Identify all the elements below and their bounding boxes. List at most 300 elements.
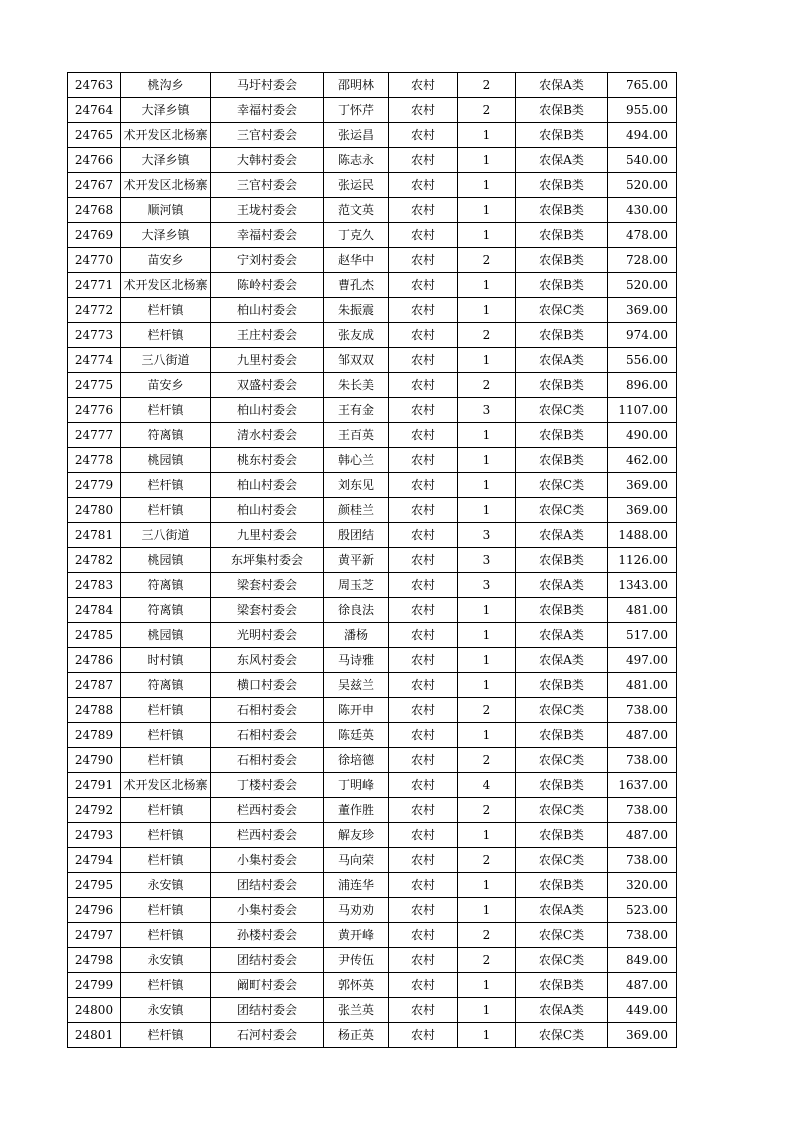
- cell-id: 24787: [68, 673, 121, 698]
- cell-area-type: 农村: [389, 298, 458, 323]
- cell-township: 大泽乡镇: [121, 148, 211, 173]
- cell-household-size: 2: [458, 948, 516, 973]
- table-row: [68, 998, 677, 1023]
- table-row: [68, 148, 677, 173]
- table-row: [68, 823, 677, 848]
- cell-township: 永安镇: [121, 998, 211, 1023]
- cell-id: 24790: [68, 748, 121, 773]
- cell-category: 农保B类: [516, 723, 608, 748]
- cell-township: 栏杆镇: [121, 1023, 211, 1048]
- cell-id: 24773: [68, 323, 121, 348]
- cell-category: 农保C类: [516, 298, 608, 323]
- cell-id: 24779: [68, 473, 121, 498]
- cell-name: 殷团结: [324, 523, 389, 548]
- cell-amount: 1107.00: [608, 398, 677, 423]
- cell-area-type: 农村: [389, 348, 458, 373]
- cell-household-size: 4: [458, 773, 516, 798]
- cell-household-size: 1: [458, 673, 516, 698]
- cell-category: 农保B类: [516, 248, 608, 273]
- cell-household-size: 3: [458, 398, 516, 423]
- cell-id: 24763: [68, 73, 121, 98]
- cell-area-type: 农村: [389, 423, 458, 448]
- cell-amount: 487.00: [608, 723, 677, 748]
- cell-township: 桃园镇: [121, 448, 211, 473]
- cell-amount: 520.00: [608, 273, 677, 298]
- cell-category: 农保B类: [516, 823, 608, 848]
- cell-household-size: 2: [458, 248, 516, 273]
- cell-village-committee: 梁套村委会: [211, 598, 324, 623]
- cell-id: 24767: [68, 173, 121, 198]
- cell-id: 24780: [68, 498, 121, 523]
- cell-id: 24775: [68, 373, 121, 398]
- cell-household-size: 1: [458, 448, 516, 473]
- cell-area-type: 农村: [389, 473, 458, 498]
- cell-household-size: 1: [458, 898, 516, 923]
- cell-area-type: 农村: [389, 223, 458, 248]
- cell-id: 24797: [68, 923, 121, 948]
- cell-township: 永安镇: [121, 873, 211, 898]
- cell-category: 农保B类: [516, 873, 608, 898]
- table-row: [68, 573, 677, 598]
- cell-amount: 487.00: [608, 973, 677, 998]
- cell-amount: 738.00: [608, 798, 677, 823]
- cell-name: 王百英: [324, 423, 389, 448]
- cell-amount: 765.00: [608, 73, 677, 98]
- cell-area-type: 农村: [389, 823, 458, 848]
- cell-name: 黄平新: [324, 548, 389, 573]
- cell-amount: 896.00: [608, 373, 677, 398]
- cell-category: 农保C类: [516, 798, 608, 823]
- cell-name: 黄开峰: [324, 923, 389, 948]
- table-row: [68, 648, 677, 673]
- cell-township: 三八街道: [121, 348, 211, 373]
- cell-village-committee: 桃东村委会: [211, 448, 324, 473]
- cell-name: 解友珍: [324, 823, 389, 848]
- cell-village-committee: 东坪集村委会: [211, 548, 324, 573]
- cell-amount: 523.00: [608, 898, 677, 923]
- cell-village-committee: 马圩村委会: [211, 73, 324, 98]
- cell-name: 徐培德: [324, 748, 389, 773]
- cell-name: 马劝劝: [324, 898, 389, 923]
- cell-area-type: 农村: [389, 748, 458, 773]
- cell-category: 农保C类: [516, 848, 608, 873]
- cell-household-size: 2: [458, 698, 516, 723]
- cell-category: 农保A类: [516, 623, 608, 648]
- cell-id: 24789: [68, 723, 121, 748]
- cell-village-committee: 丁楼村委会: [211, 773, 324, 798]
- cell-village-committee: 石相村委会: [211, 723, 324, 748]
- cell-category: 农保B类: [516, 173, 608, 198]
- cell-name: 陈廷英: [324, 723, 389, 748]
- cell-household-size: 1: [458, 298, 516, 323]
- cell-village-committee: 阚町村委会: [211, 973, 324, 998]
- cell-township: 苗安乡: [121, 248, 211, 273]
- cell-name: 丁克久: [324, 223, 389, 248]
- cell-area-type: 农村: [389, 598, 458, 623]
- table-row: [68, 473, 677, 498]
- cell-name: 张运民: [324, 173, 389, 198]
- cell-amount: 738.00: [608, 923, 677, 948]
- table-row: [68, 848, 677, 873]
- table-row: [68, 598, 677, 623]
- cell-township: 栏杆镇: [121, 498, 211, 523]
- cell-area-type: 农村: [389, 973, 458, 998]
- cell-amount: 481.00: [608, 598, 677, 623]
- cell-township: 桃园镇: [121, 548, 211, 573]
- cell-category: 农保B类: [516, 423, 608, 448]
- cell-amount: 1126.00: [608, 548, 677, 573]
- cell-area-type: 农村: [389, 98, 458, 123]
- cell-id: 24783: [68, 573, 121, 598]
- table-row: [68, 348, 677, 373]
- table-row: [68, 798, 677, 823]
- cell-village-committee: 石河村委会: [211, 1023, 324, 1048]
- cell-area-type: 农村: [389, 148, 458, 173]
- cell-township: 时村镇: [121, 648, 211, 673]
- cell-category: 农保B类: [516, 373, 608, 398]
- cell-category: 农保A类: [516, 573, 608, 598]
- cell-household-size: 2: [458, 98, 516, 123]
- cell-category: 农保A类: [516, 73, 608, 98]
- cell-township: 术开发区北杨寨: [121, 273, 211, 298]
- table-row: [68, 523, 677, 548]
- cell-amount: 738.00: [608, 698, 677, 723]
- cell-name: 韩心兰: [324, 448, 389, 473]
- cell-amount: 369.00: [608, 298, 677, 323]
- cell-village-committee: 王垅村委会: [211, 198, 324, 223]
- cell-village-committee: 陈岭村委会: [211, 273, 324, 298]
- cell-township: 栏杆镇: [121, 823, 211, 848]
- cell-id: 24793: [68, 823, 121, 848]
- table-row: [68, 298, 677, 323]
- table-row: [68, 723, 677, 748]
- cell-id: 24791: [68, 773, 121, 798]
- table-row: [68, 948, 677, 973]
- cell-amount: 1343.00: [608, 573, 677, 598]
- cell-category: 农保C类: [516, 498, 608, 523]
- cell-id: 24781: [68, 523, 121, 548]
- cell-id: 24785: [68, 623, 121, 648]
- cell-township: 栏杆镇: [121, 798, 211, 823]
- cell-household-size: 1: [458, 973, 516, 998]
- cell-name: 刘东见: [324, 473, 389, 498]
- cell-household-size: 2: [458, 848, 516, 873]
- cell-village-committee: 柏山村委会: [211, 298, 324, 323]
- cell-category: 农保A类: [516, 998, 608, 1023]
- cell-township: 顺河镇: [121, 198, 211, 223]
- cell-area-type: 农村: [389, 673, 458, 698]
- table-row: [68, 898, 677, 923]
- cell-village-committee: 王庄村委会: [211, 323, 324, 348]
- cell-township: 符离镇: [121, 673, 211, 698]
- table-row: [68, 123, 677, 148]
- cell-area-type: 农村: [389, 948, 458, 973]
- cell-household-size: 1: [458, 648, 516, 673]
- cell-township: 术开发区北杨寨: [121, 773, 211, 798]
- cell-area-type: 农村: [389, 498, 458, 523]
- cell-area-type: 农村: [389, 173, 458, 198]
- cell-village-committee: 双盛村委会: [211, 373, 324, 398]
- table-row: [68, 448, 677, 473]
- cell-township: 术开发区北杨寨: [121, 173, 211, 198]
- cell-category: 农保C类: [516, 473, 608, 498]
- cell-category: 农保C类: [516, 1023, 608, 1048]
- cell-category: 农保B类: [516, 198, 608, 223]
- cell-amount: 478.00: [608, 223, 677, 248]
- cell-amount: 369.00: [608, 498, 677, 523]
- cell-category: 农保B类: [516, 98, 608, 123]
- cell-category: 农保A类: [516, 898, 608, 923]
- cell-category: 农保A类: [516, 348, 608, 373]
- table-row: [68, 973, 677, 998]
- cell-household-size: 1: [458, 1023, 516, 1048]
- cell-name: 潘杨: [324, 623, 389, 648]
- cell-household-size: 1: [458, 723, 516, 748]
- cell-township: 栏杆镇: [121, 298, 211, 323]
- cell-area-type: 农村: [389, 73, 458, 98]
- cell-amount: 728.00: [608, 248, 677, 273]
- cell-household-size: 1: [458, 273, 516, 298]
- cell-id: 24770: [68, 248, 121, 273]
- cell-name: 陈志永: [324, 148, 389, 173]
- cell-name: 赵华中: [324, 248, 389, 273]
- cell-id: 24788: [68, 698, 121, 723]
- cell-area-type: 农村: [389, 448, 458, 473]
- cell-area-type: 农村: [389, 573, 458, 598]
- cell-village-committee: 柏山村委会: [211, 473, 324, 498]
- cell-household-size: 1: [458, 473, 516, 498]
- table-body: [68, 73, 677, 1048]
- cell-amount: 320.00: [608, 873, 677, 898]
- cell-area-type: 农村: [389, 1023, 458, 1048]
- cell-name: 颜桂兰: [324, 498, 389, 523]
- cell-id: 24766: [68, 148, 121, 173]
- cell-category: 农保B类: [516, 598, 608, 623]
- cell-category: 农保A类: [516, 648, 608, 673]
- cell-village-committee: 团结村委会: [211, 873, 324, 898]
- table-row: [68, 498, 677, 523]
- cell-name: 陈开申: [324, 698, 389, 723]
- table-row: [68, 698, 677, 723]
- cell-category: 农保B类: [516, 773, 608, 798]
- cell-township: 栏杆镇: [121, 698, 211, 723]
- cell-amount: 738.00: [608, 848, 677, 873]
- cell-township: 三八街道: [121, 523, 211, 548]
- table-row: [68, 323, 677, 348]
- cell-village-committee: 横口村委会: [211, 673, 324, 698]
- cell-household-size: 1: [458, 198, 516, 223]
- cell-name: 马向荣: [324, 848, 389, 873]
- cell-id: 24782: [68, 548, 121, 573]
- cell-household-size: 2: [458, 748, 516, 773]
- cell-id: 24795: [68, 873, 121, 898]
- cell-household-size: 2: [458, 798, 516, 823]
- table-row: [68, 673, 677, 698]
- table-row: [68, 773, 677, 798]
- cell-category: 农保C类: [516, 748, 608, 773]
- cell-amount: 462.00: [608, 448, 677, 473]
- cell-township: 桃沟乡: [121, 73, 211, 98]
- cell-area-type: 农村: [389, 523, 458, 548]
- cell-household-size: 1: [458, 223, 516, 248]
- cell-amount: 481.00: [608, 673, 677, 698]
- cell-village-committee: 石相村委会: [211, 698, 324, 723]
- cell-village-committee: 孙楼村委会: [211, 923, 324, 948]
- cell-name: 徐良法: [324, 598, 389, 623]
- cell-amount: 497.00: [608, 648, 677, 673]
- cell-amount: 369.00: [608, 1023, 677, 1048]
- cell-village-committee: 栏西村委会: [211, 798, 324, 823]
- cell-category: 农保B类: [516, 973, 608, 998]
- cell-village-committee: 梁套村委会: [211, 573, 324, 598]
- cell-area-type: 农村: [389, 898, 458, 923]
- cell-township: 永安镇: [121, 948, 211, 973]
- cell-area-type: 农村: [389, 323, 458, 348]
- cell-id: 24777: [68, 423, 121, 448]
- cell-name: 丁怀芹: [324, 98, 389, 123]
- cell-name: 董作胜: [324, 798, 389, 823]
- cell-area-type: 农村: [389, 273, 458, 298]
- cell-amount: 1637.00: [608, 773, 677, 798]
- cell-name: 王有金: [324, 398, 389, 423]
- cell-village-committee: 柏山村委会: [211, 498, 324, 523]
- cell-name: 吴兹兰: [324, 673, 389, 698]
- cell-id: 24776: [68, 398, 121, 423]
- cell-village-committee: 石相村委会: [211, 748, 324, 773]
- table-row: [68, 548, 677, 573]
- table-row: [68, 623, 677, 648]
- cell-area-type: 农村: [389, 373, 458, 398]
- cell-household-size: 3: [458, 548, 516, 573]
- cell-id: 24799: [68, 973, 121, 998]
- cell-village-committee: 宁刘村委会: [211, 248, 324, 273]
- cell-name: 邵明林: [324, 73, 389, 98]
- cell-township: 符离镇: [121, 423, 211, 448]
- cell-amount: 369.00: [608, 473, 677, 498]
- cell-village-committee: 幸福村委会: [211, 98, 324, 123]
- cell-village-committee: 光明村委会: [211, 623, 324, 648]
- cell-area-type: 农村: [389, 698, 458, 723]
- cell-household-size: 2: [458, 323, 516, 348]
- cell-area-type: 农村: [389, 998, 458, 1023]
- cell-amount: 955.00: [608, 98, 677, 123]
- cell-category: 农保A类: [516, 523, 608, 548]
- cell-township: 栏杆镇: [121, 723, 211, 748]
- cell-township: 栏杆镇: [121, 898, 211, 923]
- cell-household-size: 1: [458, 623, 516, 648]
- cell-id: 24769: [68, 223, 121, 248]
- cell-id: 24768: [68, 198, 121, 223]
- cell-household-size: 1: [458, 823, 516, 848]
- cell-amount: 490.00: [608, 423, 677, 448]
- cell-amount: 849.00: [608, 948, 677, 973]
- cell-village-committee: 栏西村委会: [211, 823, 324, 848]
- cell-name: 尹传伍: [324, 948, 389, 973]
- cell-area-type: 农村: [389, 873, 458, 898]
- cell-name: 朱振震: [324, 298, 389, 323]
- table-row: [68, 98, 677, 123]
- cell-village-committee: 大韩村委会: [211, 148, 324, 173]
- cell-township: 栏杆镇: [121, 848, 211, 873]
- cell-household-size: 1: [458, 348, 516, 373]
- cell-amount: 430.00: [608, 198, 677, 223]
- cell-village-committee: 团结村委会: [211, 948, 324, 973]
- cell-household-size: 2: [458, 923, 516, 948]
- cell-area-type: 农村: [389, 198, 458, 223]
- cell-household-size: 1: [458, 498, 516, 523]
- cell-name: 张兰英: [324, 998, 389, 1023]
- cell-household-size: 3: [458, 573, 516, 598]
- cell-household-size: 1: [458, 998, 516, 1023]
- cell-area-type: 农村: [389, 548, 458, 573]
- cell-category: 农保C类: [516, 398, 608, 423]
- cell-area-type: 农村: [389, 848, 458, 873]
- cell-category: 农保C类: [516, 698, 608, 723]
- cell-name: 朱长美: [324, 373, 389, 398]
- cell-name: 张运昌: [324, 123, 389, 148]
- table-row: [68, 373, 677, 398]
- cell-amount: 487.00: [608, 823, 677, 848]
- cell-area-type: 农村: [389, 248, 458, 273]
- cell-village-committee: 团结村委会: [211, 998, 324, 1023]
- table-row: [68, 73, 677, 98]
- cell-amount: 449.00: [608, 998, 677, 1023]
- cell-village-committee: 东风村委会: [211, 648, 324, 673]
- cell-household-size: 1: [458, 423, 516, 448]
- cell-category: 农保A类: [516, 148, 608, 173]
- cell-amount: 738.00: [608, 748, 677, 773]
- cell-name: 浦连华: [324, 873, 389, 898]
- cell-household-size: 3: [458, 523, 516, 548]
- cell-id: 24800: [68, 998, 121, 1023]
- cell-amount: 540.00: [608, 148, 677, 173]
- table-row: [68, 873, 677, 898]
- cell-area-type: 农村: [389, 123, 458, 148]
- cell-village-committee: 三官村委会: [211, 123, 324, 148]
- cell-id: 24798: [68, 948, 121, 973]
- cell-name: 张友成: [324, 323, 389, 348]
- cell-category: 农保B类: [516, 123, 608, 148]
- cell-category: 农保B类: [516, 273, 608, 298]
- cell-township: 苗安乡: [121, 373, 211, 398]
- cell-village-committee: 柏山村委会: [211, 398, 324, 423]
- cell-name: 周玉芝: [324, 573, 389, 598]
- cell-area-type: 农村: [389, 398, 458, 423]
- cell-id: 24784: [68, 598, 121, 623]
- table-row: [68, 923, 677, 948]
- cell-id: 24765: [68, 123, 121, 148]
- table-row: [68, 223, 677, 248]
- cell-name: 邹双双: [324, 348, 389, 373]
- cell-id: 24794: [68, 848, 121, 873]
- cell-amount: 1488.00: [608, 523, 677, 548]
- cell-id: 24778: [68, 448, 121, 473]
- cell-category: 农保C类: [516, 948, 608, 973]
- cell-area-type: 农村: [389, 773, 458, 798]
- table-row: [68, 748, 677, 773]
- table-row: [68, 198, 677, 223]
- cell-township: 符离镇: [121, 598, 211, 623]
- cell-township: 栏杆镇: [121, 748, 211, 773]
- cell-id: 24774: [68, 348, 121, 373]
- cell-township: 栏杆镇: [121, 973, 211, 998]
- cell-id: 24801: [68, 1023, 121, 1048]
- cell-township: 栏杆镇: [121, 923, 211, 948]
- table-row: [68, 398, 677, 423]
- cell-name: 丁明峰: [324, 773, 389, 798]
- cell-village-committee: 三官村委会: [211, 173, 324, 198]
- cell-township: 栏杆镇: [121, 323, 211, 348]
